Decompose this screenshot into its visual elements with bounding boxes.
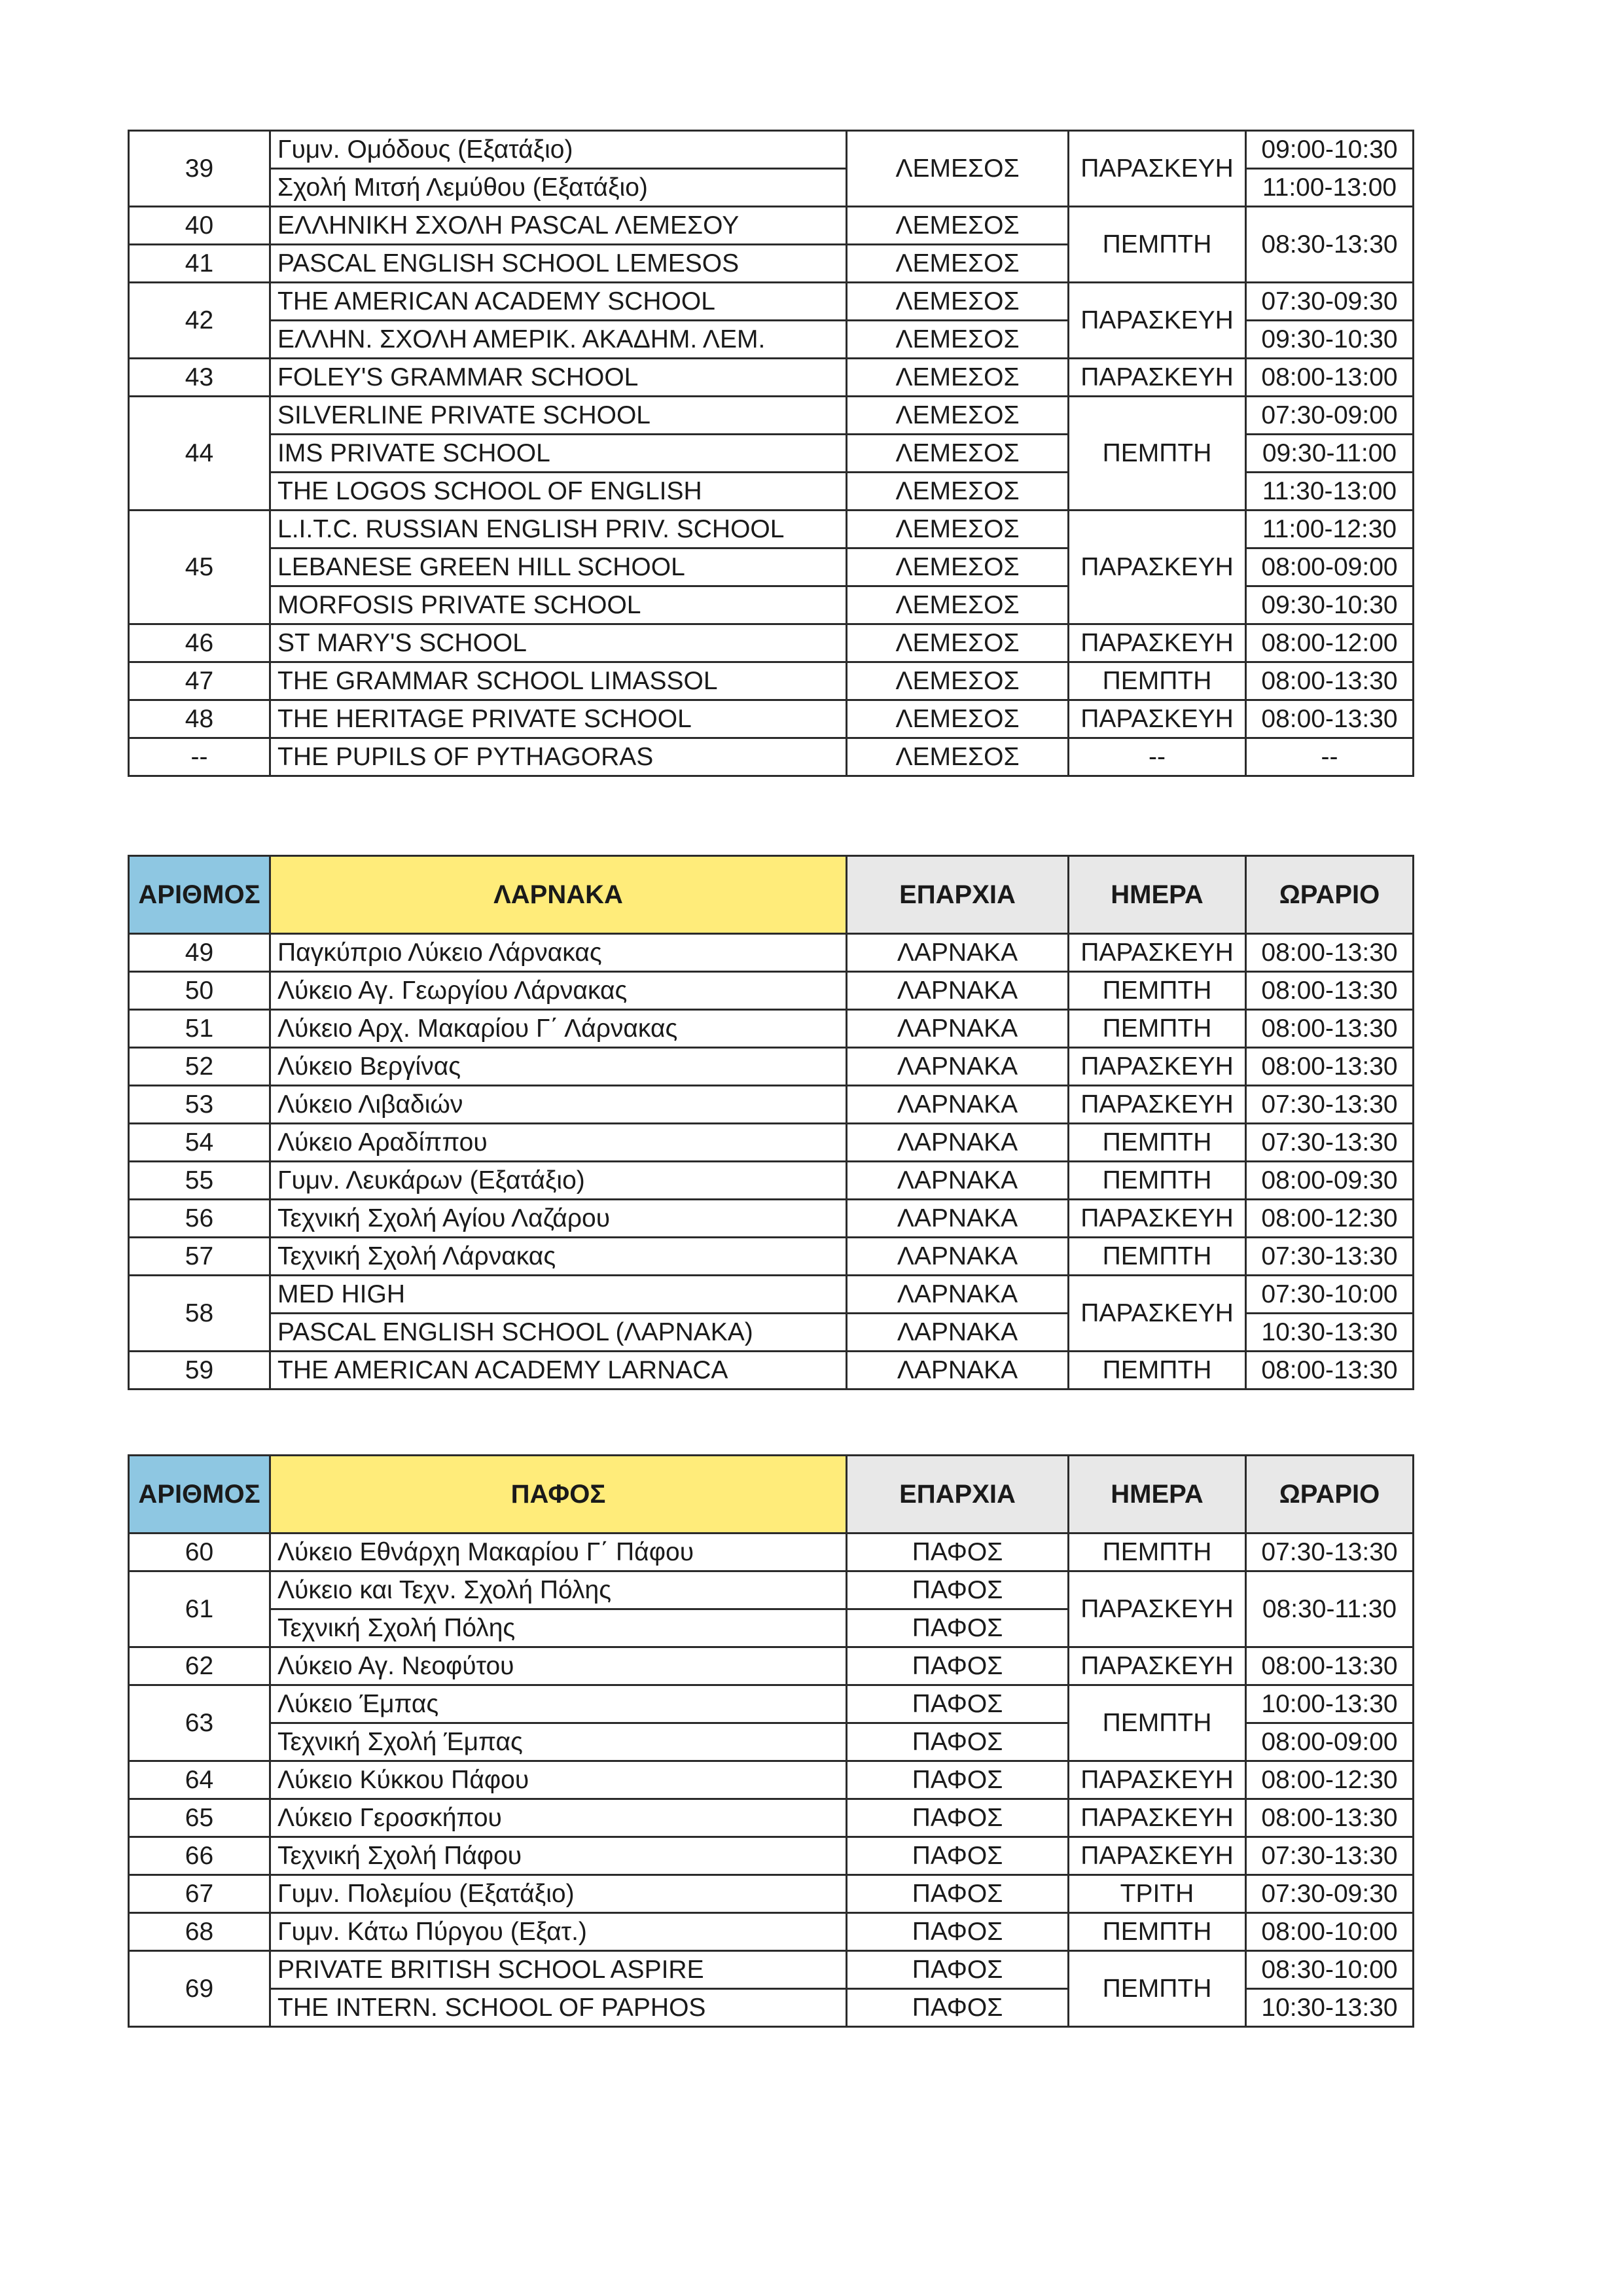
district: ΛΕΜΕΣΟΣ [847,662,1069,700]
time-slot: 07:30-13:30 [1246,1124,1414,1162]
school-name: FOLEY'S GRAMMAR SCHOOL [270,359,847,397]
exam-day: ΠΑΡΑΣΚΕΥΗ [1069,700,1246,738]
time-slot: -- [1246,738,1414,776]
time-slot: 07:30-09:30 [1246,283,1414,321]
row-number: 50 [129,972,270,1010]
school-name: IMS PRIVATE SCHOOL [270,435,847,473]
pafos-schedule-table [128,1454,1414,2028]
time-slot: 07:30-09:30 [1246,1875,1414,1913]
district: ΠΑΦΟΣ [847,1799,1069,1837]
time-slot: 11:30-13:00 [1246,473,1414,511]
school-name: PRIVATE BRITISH SCHOOL ASPIRE [270,1951,847,1989]
school-name: Λύκειο Αγ. Νεοφύτου [270,1647,847,1685]
district: ΠΑΦΟΣ [847,1685,1069,1723]
district: ΠΑΦΟΣ [847,1609,1069,1647]
row-number: 57 [129,1238,270,1276]
header-day: ΗΜΕΡΑ [1069,856,1246,934]
school-name: THE INTERN. SCHOOL OF PAPHOS [270,1989,847,2027]
time-slot: 08:00-10:00 [1246,1913,1414,1951]
district: ΠΑΦΟΣ [847,1534,1069,1571]
school-name: THE GRAMMAR SCHOOL LIMASSOL [270,662,847,700]
district: ΠΑΦΟΣ [847,1837,1069,1875]
district: ΛΕΜΕΣΟΣ [847,321,1069,359]
table-row [129,972,1414,1010]
row-number: 53 [129,1086,270,1124]
time-slot: 07:30-13:30 [1246,1086,1414,1124]
time-slot: 08:00-13:30 [1246,662,1414,700]
school-name: THE PUPILS OF PYTHAGORAS [270,738,847,776]
exam-day: ΠΕΜΠΤΗ [1069,1685,1246,1761]
exam-day: ΠΑΡΑΣΚΕΥΗ [1069,1086,1246,1124]
school-name: Λύκειο Λιβαδιών [270,1086,847,1124]
district: ΠΑΦΟΣ [847,1875,1069,1913]
header-region-title: ΛΑΡΝΑΚΑ [270,856,847,934]
header-district: ΕΠΑΡΧΙΑ [847,1456,1069,1534]
exam-day: ΠΑΡΑΣΚΕΥΗ [1069,1799,1246,1837]
exam-day: ΠΕΜΠΤΗ [1069,397,1246,511]
school-name: PASCAL ENGLISH SCHOOL (ΛΑΡΝΑΚΑ) [270,1314,847,1352]
row-number: 67 [129,1875,270,1913]
time-slot: 08:30-13:30 [1246,207,1414,283]
header-time: ΩΡΑΡΙΟ [1246,1456,1414,1534]
school-name: Τεχνική Σχολή Έμπας [270,1723,847,1761]
exam-day: ΠΑΡΑΣΚΕΥΗ [1069,1048,1246,1086]
exam-day: ΠΑΡΑΣΚΕΥΗ [1069,1837,1246,1875]
district: ΛΕΜΕΣΟΣ [847,435,1069,473]
time-slot: 11:00-13:00 [1246,169,1414,207]
row-number: 61 [129,1571,270,1647]
row-number: 59 [129,1352,270,1390]
row-number: 46 [129,624,270,662]
district: ΠΑΦΟΣ [847,1913,1069,1951]
time-slot: 08:00-13:30 [1246,700,1414,738]
row-number: 48 [129,700,270,738]
district: ΠΑΦΟΣ [847,1989,1069,2027]
school-name: Λύκειο Γεροσκήπου [270,1799,847,1837]
time-slot: 08:00-13:30 [1246,1799,1414,1837]
time-slot: 08:00-13:30 [1246,1647,1414,1685]
row-number: 55 [129,1162,270,1200]
row-number: 49 [129,934,270,972]
school-name: Γυμν. Κάτω Πύργου (Εξατ.) [270,1913,847,1951]
table-header-row [129,1456,1414,1534]
time-slot: 07:30-09:00 [1246,397,1414,435]
header-number: ΑΡΙΘΜΟΣ [129,1456,270,1534]
district: ΛΕΜΕΣΟΣ [847,738,1069,776]
district: ΛΕΜΕΣΟΣ [847,700,1069,738]
school-name: Λύκειο Βεργίνας [270,1048,847,1086]
exam-day: ΠΕΜΠΤΗ [1069,1124,1246,1162]
district: ΛΑΡΝΑΚΑ [847,1048,1069,1086]
exam-day: ΠΑΡΑΣΚΕΥΗ [1069,283,1246,359]
district: ΠΑΦΟΣ [847,1571,1069,1609]
school-name: Λύκειο Αγ. Γεωργίου Λάρνακας [270,972,847,1010]
table-row [129,738,1414,776]
school-name: LEBANESE GREEN HILL SCHOOL [270,548,847,586]
time-slot: 07:30-13:30 [1246,1534,1414,1571]
school-name: Παγκύπριο Λύκειο Λάρνακας [270,934,847,972]
district: ΛΕΜΕΣΟΣ [847,207,1069,245]
table-row [129,359,1414,397]
district: ΛΕΜΕΣΟΣ [847,624,1069,662]
exam-day: ΠΑΡΑΣΚΕΥΗ [1069,1647,1246,1685]
time-slot: 09:30-11:00 [1246,435,1414,473]
time-slot: 10:30-13:30 [1246,1989,1414,2027]
table-row [129,1162,1414,1200]
school-name: Γυμν. Ομόδους (Εξατάξιο) [270,131,847,169]
table-row [129,1799,1414,1837]
time-slot: 08:00-09:00 [1246,548,1414,586]
limassol-schedule-table [128,130,1414,777]
table-row [129,1238,1414,1276]
exam-day: ΠΑΡΑΣΚΕΥΗ [1069,511,1246,624]
time-slot: 08:00-13:30 [1246,1352,1414,1390]
time-slot: 09:30-10:30 [1246,586,1414,624]
exam-day: ΠΑΡΑΣΚΕΥΗ [1069,1200,1246,1238]
school-name: SILVERLINE PRIVATE SCHOOL [270,397,847,435]
time-slot: 08:00-12:00 [1246,624,1414,662]
table-row [129,1534,1414,1571]
district: ΛΑΡΝΑΚΑ [847,1124,1069,1162]
time-slot: 08:00-12:30 [1246,1200,1414,1238]
district: ΛΕΜΕΣΟΣ [847,397,1069,435]
time-slot: 09:00-10:30 [1246,131,1414,169]
exam-day: ΠΕΜΠΤΗ [1069,1352,1246,1390]
district: ΛΕΜΕΣΟΣ [847,283,1069,321]
row-number: 64 [129,1761,270,1799]
row-number: 47 [129,662,270,700]
row-number: 68 [129,1913,270,1951]
table-row [129,1685,1414,1723]
school-name: L.I.T.C. RUSSIAN ENGLISH PRIV. SCHOOL [270,511,847,548]
district: ΠΑΦΟΣ [847,1723,1069,1761]
table-row [129,511,1414,548]
exam-day: ΠΑΡΑΣΚΕΥΗ [1069,131,1246,207]
table-row [129,624,1414,662]
district: ΛΕΜΕΣΟΣ [847,511,1069,548]
school-name: THE AMERICAN ACADEMY LARNACA [270,1352,847,1390]
table-header-row [129,856,1414,934]
exam-day: ΠΑΡΑΣΚΕΥΗ [1069,624,1246,662]
table-row [129,1352,1414,1390]
time-slot: 09:30-10:30 [1246,321,1414,359]
school-name: THE HERITAGE PRIVATE SCHOOL [270,700,847,738]
table-row [129,1837,1414,1875]
school-name: Γυμν. Πολεμίου (Εξατάξιο) [270,1875,847,1913]
time-slot: 07:30-13:30 [1246,1238,1414,1276]
exam-day: ΠΕΜΠΤΗ [1069,1951,1246,2027]
time-slot: 08:00-09:00 [1246,1723,1414,1761]
district: ΛΑΡΝΑΚΑ [847,1276,1069,1314]
larnaca-schedule-table [128,855,1414,1390]
school-name: MORFOSIS PRIVATE SCHOOL [270,586,847,624]
district: ΛΕΜΕΣΟΣ [847,131,1069,207]
school-name: ΕΛΛΗΝΙΚΗ ΣΧΟΛΗ PASCAL ΛΕΜΕΣΟΥ [270,207,847,245]
exam-day: ΠΕΜΠΤΗ [1069,1913,1246,1951]
header-day: ΗΜΕΡΑ [1069,1456,1246,1534]
school-name: Τεχνική Σχολή Πάφου [270,1837,847,1875]
district: ΛΕΜΕΣΟΣ [847,359,1069,397]
exam-day: ΠΑΡΑΣΚΕΥΗ [1069,359,1246,397]
time-slot: 08:00-13:30 [1246,1010,1414,1048]
row-number: 44 [129,397,270,511]
time-slot: 11:00-12:30 [1246,511,1414,548]
table-row [129,1086,1414,1124]
time-slot: 07:30-13:30 [1246,1837,1414,1875]
district: ΛΕΜΕΣΟΣ [847,473,1069,511]
table-row [129,1276,1414,1314]
school-name: Τεχνική Σχολή Αγίου Λαζάρου [270,1200,847,1238]
table-row [129,1761,1414,1799]
school-name: Τεχνική Σχολή Λάρνακας [270,1238,847,1276]
time-slot: 08:30-10:00 [1246,1951,1414,1989]
time-slot: 08:00-13:00 [1246,359,1414,397]
row-number: 51 [129,1010,270,1048]
time-slot: 08:00-13:30 [1246,972,1414,1010]
row-number: 45 [129,511,270,624]
exam-day: ΠΕΜΠΤΗ [1069,1534,1246,1571]
school-name: PASCAL ENGLISH SCHOOL LEMESOS [270,245,847,283]
row-number: 58 [129,1276,270,1352]
district: ΛΑΡΝΑΚΑ [847,1200,1069,1238]
exam-day: ΠΕΜΠΤΗ [1069,972,1246,1010]
school-name: THE LOGOS SCHOOL OF ENGLISH [270,473,847,511]
table-row [129,1913,1414,1951]
row-number: 69 [129,1951,270,2027]
exam-day: ΠΕΜΠΤΗ [1069,1238,1246,1276]
row-number: 63 [129,1685,270,1761]
exam-day: ΠΕΜΠΤΗ [1069,662,1246,700]
table-row [129,1875,1414,1913]
table-row [129,934,1414,972]
school-name: Σχολή Μιτσή Λεμύθου (Εξατάξιο) [270,169,847,207]
district: ΛΑΡΝΑΚΑ [847,934,1069,972]
school-name: Λύκειο Κύκκου Πάφου [270,1761,847,1799]
row-number: 39 [129,131,270,207]
row-number: 42 [129,283,270,359]
row-number: 41 [129,245,270,283]
row-number: 65 [129,1799,270,1837]
district: ΠΑΦΟΣ [847,1951,1069,1989]
district: ΛΕΜΕΣΟΣ [847,245,1069,283]
school-name: THE AMERICAN ACADEMY SCHOOL [270,283,847,321]
district: ΛΕΜΕΣΟΣ [847,586,1069,624]
exam-day: ΠΕΜΠΤΗ [1069,207,1246,283]
district: ΠΑΦΟΣ [847,1647,1069,1685]
table-row [129,207,1414,245]
table-row [129,662,1414,700]
row-number: 66 [129,1837,270,1875]
row-number: 60 [129,1534,270,1571]
exam-day: ΠΑΡΑΣΚΕΥΗ [1069,1571,1246,1647]
row-number: 54 [129,1124,270,1162]
header-district: ΕΠΑΡΧΙΑ [847,856,1069,934]
district: ΛΑΡΝΑΚΑ [847,1010,1069,1048]
school-name: Τεχνική Σχολή Πόλης [270,1609,847,1647]
table-row [129,1124,1414,1162]
district: ΛΑΡΝΑΚΑ [847,1314,1069,1352]
district: ΛΑΡΝΑΚΑ [847,1352,1069,1390]
time-slot: 08:00-13:30 [1246,1048,1414,1086]
exam-day: ΠΕΜΠΤΗ [1069,1010,1246,1048]
time-slot: 08:30-11:30 [1246,1571,1414,1647]
school-name: Λύκειο Έμπας [270,1685,847,1723]
header-region-title: ΠΑΦΟΣ [270,1456,847,1534]
table-row [129,1951,1414,1989]
school-name: ΕΛΛΗΝ. ΣΧΟΛΗ ΑΜΕΡΙΚ. ΑΚΑΔΗΜ. ΛΕΜ. [270,321,847,359]
exam-day: ΠΕΜΠΤΗ [1069,1162,1246,1200]
school-name: Λύκειο Αραδίππου [270,1124,847,1162]
table-row [129,1010,1414,1048]
exam-day: ΠΑΡΑΣΚΕΥΗ [1069,1761,1246,1799]
school-name: ST MARY'S SCHOOL [270,624,847,662]
table-row [129,1048,1414,1086]
district: ΠΑΦΟΣ [847,1761,1069,1799]
table-row [129,1647,1414,1685]
time-slot: 08:00-09:30 [1246,1162,1414,1200]
exam-day: ΠΑΡΑΣΚΕΥΗ [1069,1276,1246,1352]
row-number: 43 [129,359,270,397]
table-row [129,1200,1414,1238]
header-number: ΑΡΙΘΜΟΣ [129,856,270,934]
exam-day: ΤΡΙΤΗ [1069,1875,1246,1913]
table-row [129,700,1414,738]
time-slot: 10:00-13:30 [1246,1685,1414,1723]
table-row [129,397,1414,435]
row-number: 52 [129,1048,270,1086]
row-number: 62 [129,1647,270,1685]
school-name: Λύκειο και Τεχν. Σχολή Πόλης [270,1571,847,1609]
row-number: 40 [129,207,270,245]
table-row [129,283,1414,321]
school-name: MED HIGH [270,1276,847,1314]
school-name: Λύκειο Αρχ. Μακαρίου Γ΄ Λάρνακας [270,1010,847,1048]
table-row [129,1571,1414,1609]
school-name: Λύκειο Εθνάρχη Μακαρίου Γ΄ Πάφου [270,1534,847,1571]
exam-day: ΠΑΡΑΣΚΕΥΗ [1069,934,1246,972]
time-slot: 08:00-13:30 [1246,934,1414,972]
district: ΛΕΜΕΣΟΣ [847,548,1069,586]
time-slot: 07:30-10:00 [1246,1276,1414,1314]
header-time: ΩΡΑΡΙΟ [1246,856,1414,934]
exam-day: -- [1069,738,1246,776]
row-number: 56 [129,1200,270,1238]
district: ΛΑΡΝΑΚΑ [847,1086,1069,1124]
time-slot: 08:00-12:30 [1246,1761,1414,1799]
district: ΛΑΡΝΑΚΑ [847,1162,1069,1200]
table-row [129,131,1414,169]
row-number: -- [129,738,270,776]
school-name: Γυμν. Λευκάρων (Εξατάξιο) [270,1162,847,1200]
district: ΛΑΡΝΑΚΑ [847,1238,1069,1276]
district: ΛΑΡΝΑΚΑ [847,972,1069,1010]
time-slot: 10:30-13:30 [1246,1314,1414,1352]
